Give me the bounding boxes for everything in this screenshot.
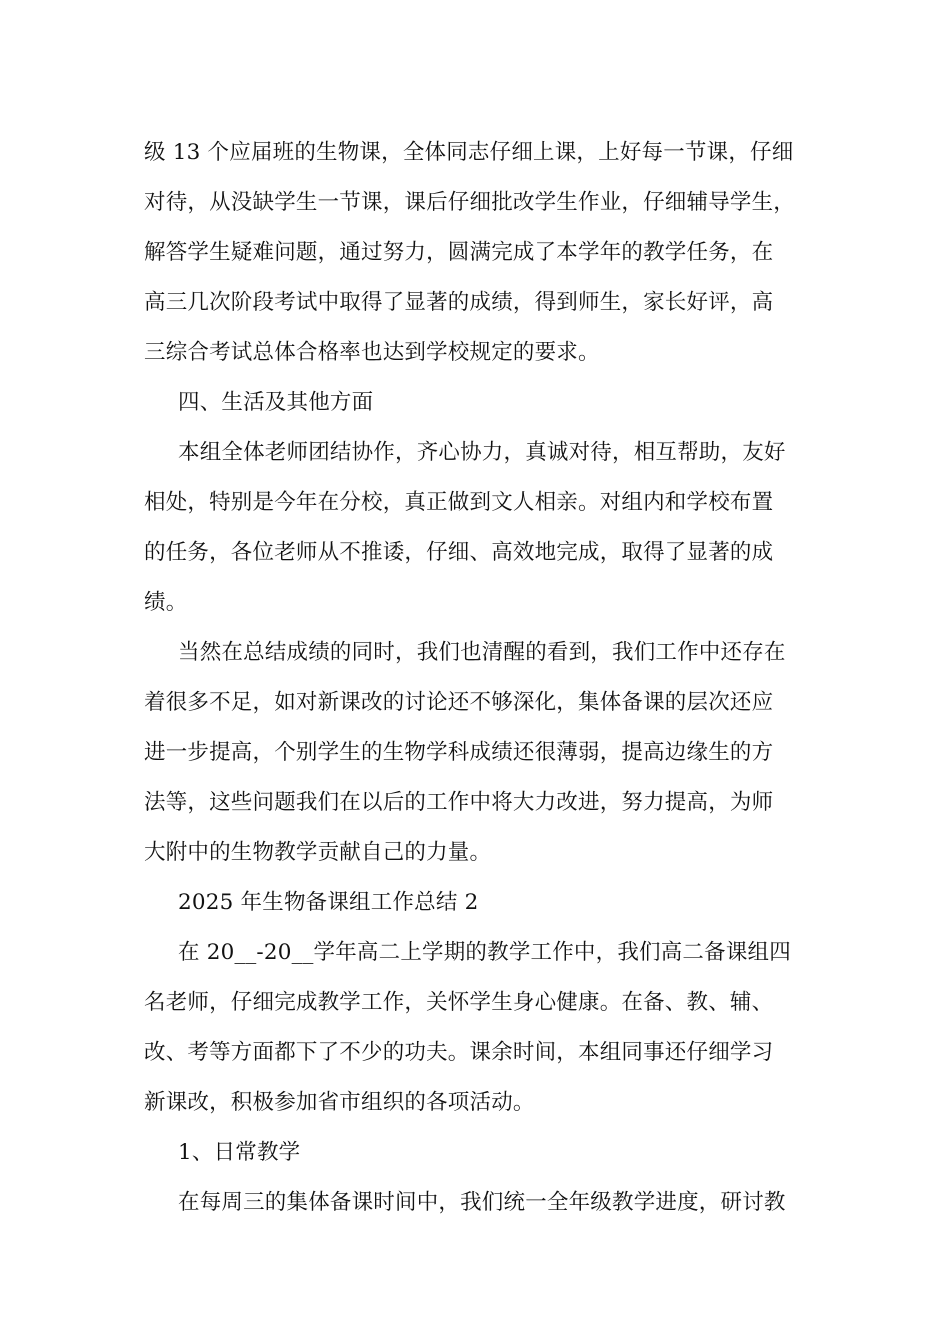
- text-line: 高三几次阶段考试中取得了显著的成绩，得到师生，家长好评，高: [144, 290, 774, 315]
- paragraph-weekly-prep: [144, 1178, 824, 1228]
- text-line: 1、日常教学: [178, 1140, 301, 1165]
- text-line: 在 20__-20__学年高二上学期的教学工作中，我们高二备课组四: [178, 940, 791, 965]
- paragraph-teamwork: [144, 428, 824, 628]
- document-body: [144, 128, 824, 1228]
- section-heading-life: [144, 378, 824, 428]
- text-line: 2025 年生物备课组工作总结 2: [178, 890, 479, 915]
- text-line: 相处，特别是今年在分校，真正做到文人相亲。对组内和学校布置: [144, 490, 774, 515]
- paragraph-shortcomings: [144, 628, 824, 878]
- text-line: 新课改，积极参加省市组织的各项活动。: [144, 1090, 535, 1115]
- text-line: 大附中的生物教学贡献自己的力量。: [144, 840, 492, 865]
- text-line: 着很多不足，如对新课改的讨论还不够深化，集体备课的层次还应: [144, 690, 774, 715]
- text-line: 绩。: [144, 590, 188, 615]
- text-line: 四、生活及其他方面: [178, 390, 374, 415]
- text-line: 当然在总结成绩的同时，我们也清醒的看到，我们工作中还存在: [178, 640, 786, 665]
- text-line: 名老师，仔细完成教学工作，关怀学生身心健康。在备、教、辅、: [144, 990, 774, 1015]
- text-line: 的任务，各位老师从不推诿，仔细、高效地完成，取得了显著的成: [144, 540, 774, 565]
- section-heading-daily-teaching: [144, 1128, 824, 1178]
- text-line: 对待，从没缺学生一节课，课后仔细批改学生作业，仔细辅导学生，: [144, 190, 796, 215]
- text-line: 三综合考试总体合格率也达到学校规定的要求。: [144, 340, 600, 365]
- text-line: 解答学生疑难问题，通过努力，圆满完成了本学年的教学任务，在: [144, 240, 774, 265]
- text-line: 本组全体老师团结协作，齐心协力，真诚对待，相互帮助，友好: [178, 440, 786, 465]
- paragraph-continued: [144, 128, 824, 378]
- paragraph-semester-intro: [144, 928, 824, 1128]
- text-line: 级 13 个应届班的生物课，全体同志仔细上课，上好每一节课，仔细: [144, 140, 794, 165]
- document-title-2: [144, 878, 824, 928]
- text-line: 法等，这些问题我们在以后的工作中将大力改进，努力提高，为师: [144, 790, 774, 815]
- text-line: 在每周三的集体备课时间中，我们统一全年级教学进度，研讨教: [178, 1190, 786, 1215]
- text-line: 改、考等方面都下了不少的功夫。课余时间，本组同事还仔细学习: [144, 1040, 774, 1065]
- text-line: 进一步提高，个别学生的生物学科成绩还很薄弱，提高边缘生的方: [144, 740, 774, 765]
